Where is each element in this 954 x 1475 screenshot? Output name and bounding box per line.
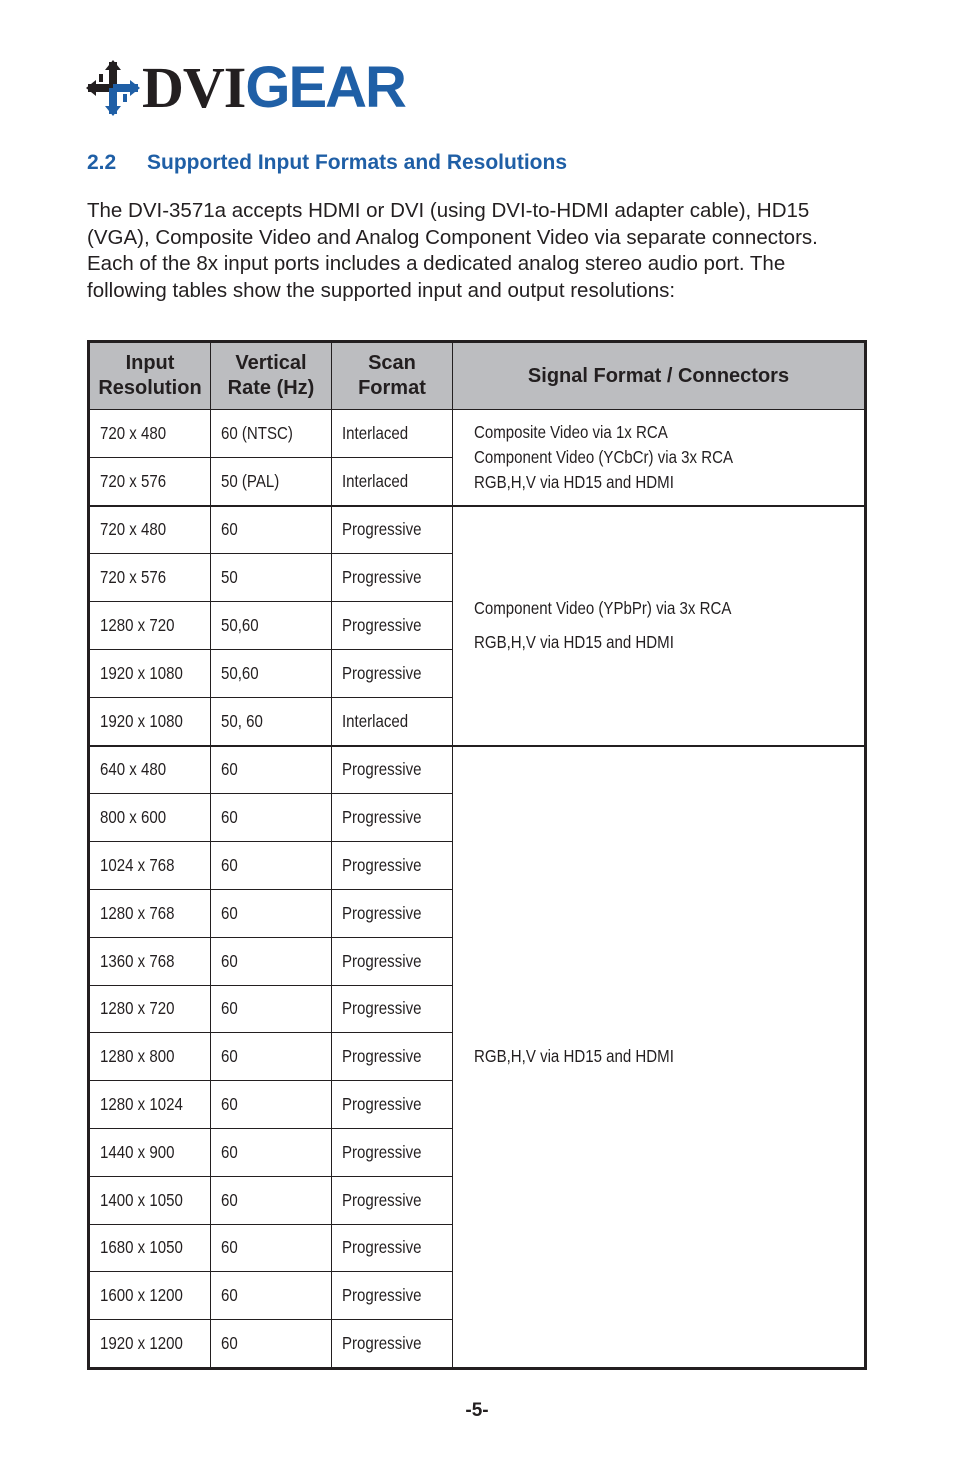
logo-dvi-text: DVI	[142, 55, 246, 120]
cell-vertical-rate: 50 (PAL)	[211, 457, 332, 505]
cell-resolution: 1024 x 768	[89, 842, 211, 890]
cell-vertical-rate: 50, 60	[211, 697, 332, 745]
section-number: 2.2	[87, 151, 117, 174]
header-scan-format: Scan Format	[332, 342, 453, 410]
signal-line: RGB,H,V via HD15 and HDMI	[474, 632, 674, 653]
cell-resolution: 1920 x 1200	[89, 1320, 211, 1369]
intro-line: The DVI-3571a accepts HDMI or DVI (using DVI-to-HDMI adapter cable), HD15	[87, 199, 810, 222]
cell-scan-format: Progressive	[332, 985, 453, 1033]
cell-vertical-rate: 60	[211, 1081, 332, 1129]
cell-vertical-rate: 60	[211, 937, 332, 985]
cell-resolution: 1360 x 768	[89, 937, 211, 985]
cell-signal-format	[453, 506, 866, 746]
cell-scan-format: Progressive	[332, 649, 453, 697]
cell-scan-format: Progressive	[332, 554, 453, 602]
cell-vertical-rate: 60	[211, 1033, 332, 1081]
cell-scan-format: Progressive	[332, 1128, 453, 1176]
cell-resolution: 1920 x 1080	[89, 649, 211, 697]
cross-arrows-logo-icon	[86, 60, 140, 116]
header-input-resolution: Input Resolution	[89, 342, 211, 410]
table-header-row	[89, 342, 866, 410]
intro-line: (VGA), Composite Video and Analog Component Video via separate connectors.	[87, 225, 818, 249]
table-body	[89, 410, 866, 1369]
cell-resolution: 1920 x 1080	[89, 697, 211, 745]
cell-scan-format: Progressive	[332, 1081, 453, 1129]
signal-line: RGB,H,V via HD15 and HDMI	[474, 1046, 674, 1067]
section-title: Supported Input Formats and Resolutions	[147, 151, 567, 174]
table-row	[89, 746, 866, 794]
cell-scan-format: Progressive	[332, 794, 453, 842]
cell-vertical-rate: 60 (NTSC)	[211, 410, 332, 458]
cell-vertical-rate: 60	[211, 794, 332, 842]
table-row	[89, 410, 866, 458]
cell-resolution: 1280 x 1024	[89, 1081, 211, 1129]
cell-scan-format: Progressive	[332, 937, 453, 985]
cell-resolution: 1280 x 720	[89, 985, 211, 1033]
signal-line: Component Video (YPbPr) via 3x RCA	[474, 598, 732, 619]
cell-resolution: 720 x 480	[89, 506, 211, 554]
signal-line: Component Video (YCbCr) via 3x RCA	[474, 446, 734, 467]
cell-resolution: 1280 x 800	[89, 1033, 211, 1081]
signal-line: RGB,H,V via HD15 and HDMI	[474, 471, 674, 492]
cell-resolution: 1400 x 1050	[89, 1176, 211, 1224]
cell-resolution: 640 x 480	[89, 746, 211, 794]
logo-wordmark	[142, 55, 405, 120]
dvigear-logo	[86, 55, 405, 120]
cell-scan-format: Progressive	[332, 889, 453, 937]
header-vertical-rate: Vertical Rate (Hz)	[211, 342, 332, 410]
cell-resolution: 800 x 600	[89, 794, 211, 842]
cell-vertical-rate: 60	[211, 1320, 332, 1369]
page-number: -5-	[465, 1400, 489, 1421]
intro-line: Each of the 8x input ports includes a dedicated analog stereo audio port. The	[87, 252, 786, 276]
cell-scan-format: Progressive	[332, 506, 453, 554]
cell-resolution: 1680 x 1050	[89, 1224, 211, 1272]
cell-vertical-rate: 60	[211, 1272, 332, 1320]
cell-scan-format: Progressive	[332, 746, 453, 794]
cell-scan-format: Progressive	[332, 1033, 453, 1081]
cell-vertical-rate: 60	[211, 985, 332, 1033]
cell-vertical-rate: 50	[211, 554, 332, 602]
cell-vertical-rate: 60	[211, 746, 332, 794]
section-heading	[87, 151, 567, 175]
cell-resolution: 1440 x 900	[89, 1128, 211, 1176]
cell-signal-format	[453, 746, 866, 1369]
cell-scan-format: Progressive	[332, 842, 453, 890]
cell-vertical-rate: 60	[211, 1224, 332, 1272]
resolution-table	[87, 340, 867, 1370]
cell-vertical-rate: 50,60	[211, 649, 332, 697]
cell-vertical-rate: 60	[211, 1176, 332, 1224]
cell-resolution: 720 x 576	[89, 457, 211, 505]
cell-resolution: 720 x 576	[89, 554, 211, 602]
cell-scan-format: Progressive	[332, 1272, 453, 1320]
cell-vertical-rate: 60	[211, 506, 332, 554]
logo-gear-text: GEAR	[245, 55, 405, 120]
signal-line: Composite Video via 1x RCA	[474, 421, 668, 442]
intro-line: following tables show the supported input and output resolutions:	[87, 279, 676, 303]
cell-scan-format: Interlaced	[332, 410, 453, 458]
intro-paragraph	[87, 198, 877, 305]
cell-resolution: 720 x 480	[89, 410, 211, 458]
cell-resolution: 1280 x 768	[89, 889, 211, 937]
cell-scan-format: Progressive	[332, 1224, 453, 1272]
cell-vertical-rate: 60	[211, 842, 332, 890]
cell-scan-format: Progressive	[332, 1176, 453, 1224]
cell-resolution: 1600 x 1200	[89, 1272, 211, 1320]
cell-scan-format: Interlaced	[332, 457, 453, 505]
cell-vertical-rate: 50,60	[211, 602, 332, 650]
cell-scan-format: Interlaced	[332, 697, 453, 745]
cell-scan-format: Progressive	[332, 1320, 453, 1369]
cell-scan-format: Progressive	[332, 602, 453, 650]
cell-vertical-rate: 60	[211, 1128, 332, 1176]
cell-vertical-rate: 60	[211, 889, 332, 937]
cell-resolution: 1280 x 720	[89, 602, 211, 650]
cell-signal-format	[453, 410, 866, 506]
header-signal-format: Signal Format / Connectors	[453, 342, 866, 410]
table-row	[89, 506, 866, 554]
